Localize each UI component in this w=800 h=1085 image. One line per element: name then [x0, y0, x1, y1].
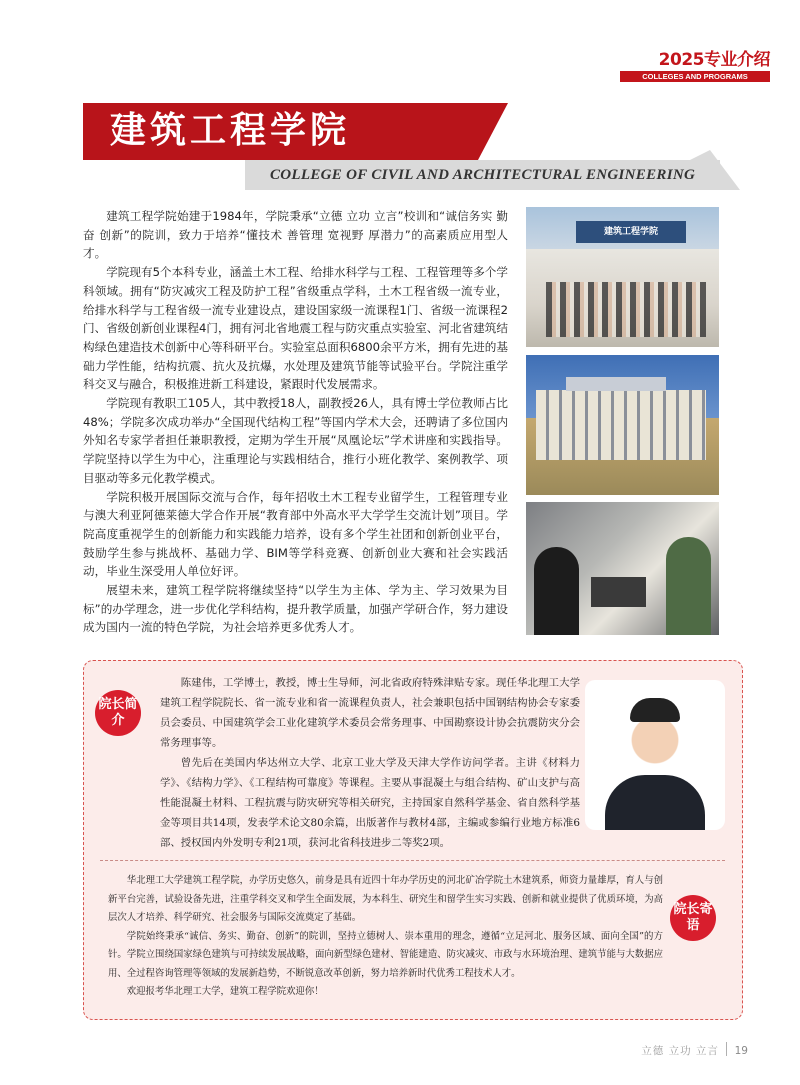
- college-description: [83, 207, 508, 637]
- dean-intro-badge: 院长简介: [95, 690, 141, 736]
- page-title: 建筑工程学院: [110, 110, 351, 151]
- page-number: 19: [734, 1045, 748, 1057]
- building-sign: 建筑工程学院: [576, 221, 686, 243]
- paragraph: 学院积极开展国际交流与合作，每年招收土木工程专业留学生，工程管理专业与澳大利亚阿德莱德大学合作开展“教育部中外高水平大学学生交流计划”项目。学院高度重视学生的创新能力和实践能力培养，设有多个学生社团和创新创业平台，鼓励学生参与挑战杯、基础力学、BIM等学科竞赛、创新创业大赛和社会实践活动，毕业生深受用人单位好评。: [83, 489, 508, 579]
- paragraph: 陈建伟，工学博士，教授，博士生导师，河北省政府特殊津贴专家。现任华北理工大学建筑工程学院院长、省一流专业和省一流课程负责人，社会兼职包括中国钢结构协会专家委员会委员、中国建筑学会工业化建筑学术委员会常务理事、中国勘察设计协会抗震防灾分会常务理事等。: [160, 677, 580, 749]
- brand-header: [620, 50, 770, 82]
- paragraph: 建筑工程学院始建于1984年，学院秉承“立德 立功 立言”校训和“诚信务实 勤奋 创新”的院训，致力于培养“懂技术 善管理 宽视野 厚潜力”的高素质应用型人才。: [83, 209, 508, 261]
- brand-title: 2025专业介绍: [658, 50, 770, 70]
- dean-message: [108, 872, 663, 1002]
- paragraph: 华北理工大学建筑工程学院，办学历史悠久，前身是具有近四十年办学历史的河北矿冶学院土木建筑系，师资力量雄厚，育人与创新平台完善，试验设备先进，注重学科交叉和学生全面发展，为本科生、研究生和留学生实习实践、创新和就业提供了优质环境，为高层次人才培养、科学研究、社会服务与国际交流奠定了基础。: [108, 875, 663, 923]
- page-footer: [641, 1042, 748, 1058]
- photo-person-right: [666, 537, 711, 635]
- portrait-hair: [630, 698, 680, 722]
- paragraph: 学院现有5个本科专业，涵盖土木工程、给排水科学与工程、工程管理等多个学科领域。拥有“防灾减灾工程及防护工程”省级重点学科，土木工程省级一流专业，给排水科学与工程省级一流专业建设点，建设国家级一流课程1门、省级一流课程2门、省级创新创业课程4门，拥有河北省地震工程与防灾重点实验室、河北省建筑结构绿色建造技术创新中心等科研平台。实验室总面积6800余平方米，拥有先进的基础力学性能，结构抗震、抗火及抗爆，水处理及建筑节能等试验平台。学院注重学科交叉与融合，积极推进新工科建设，紧跟时代发展需求。: [83, 265, 508, 392]
- photo-lab-experiment: [526, 502, 719, 635]
- photo-person-left: [534, 547, 579, 635]
- dean-portrait: [585, 680, 725, 830]
- dean-divider: [100, 860, 725, 861]
- photo-building-exterior: [526, 355, 719, 495]
- paragraph: 欢迎报考华北理工大学，建筑工程学院欢迎你！: [126, 986, 324, 997]
- portrait-suit: [605, 775, 705, 830]
- title-banner-grey-tail: [690, 150, 740, 190]
- paragraph: 学院现有教职工105人，其中教授18人，副教授26人，具有博士学位教师占比48%；学院多次成功举办“全国现代结构工程”等国内学术大会，还聘请了多位国内外知名专家学者担任兼职教授，定期为学生开展“凤凰论坛”学术讲座和实践指导。学院坚持以学生为中心，注重理论与实践相结合，推行小班化教学、案例教学、项目驱动等多元化教学模式。: [83, 396, 508, 485]
- photo-building-sign: [566, 377, 666, 391]
- brand-subtitle: COLLEGES AND PROGRAMS: [620, 71, 770, 82]
- dean-introduction: [160, 673, 580, 853]
- photo-laptop: [591, 577, 646, 607]
- footer-motto: 立德 立功 立言: [641, 1045, 719, 1057]
- dean-message-badge: 院长寄语: [670, 895, 716, 941]
- paragraph: 学院始终秉承“诚信、务实、勤奋、创新”的院训，坚持立德树人、崇本重用的理念，遵循“立足河北、服务区域、面向全国”的方针。学院立围绕国家绿色建筑与可持续发展战略，面向新型绿色建材、智能建造、防灾减灾、市政与水环境治理、建筑节能与大数据应用、全过程咨询管理等领域的发展新趋势，不断锐意改革创新，努力培养新时代优秀工程技术人才。: [108, 930, 663, 979]
- photo-building: [536, 390, 706, 460]
- photo-students-at-building: [526, 207, 719, 347]
- page-title-english: COLLEGE OF CIVIL AND ARCHITECTURAL ENGINEERING: [270, 167, 696, 183]
- footer-separator: [726, 1042, 727, 1056]
- photo-crowd: [546, 282, 706, 337]
- paragraph: 展望未来，建筑工程学院将继续坚持“以学生为主体、学为主、学习效果为目标”的办学理念，进一步优化学科结构，提升教学质量，加强产学研合作，努力建设成为国内一流的特色学院，为社会培养更多优秀人才。: [83, 583, 508, 635]
- paragraph: 曾先后在美国内华达州立大学、北京工业大学及天津大学作访问学者。主讲《材料力学》、《结构力学》、《工程结构可靠度》等课程。主要从事混凝土与组合结构、矿山支护与高性能混凝土材料、工程抗震与防灾研究等相关研究，主持国家自然科学基金、省自然科学基金等项目共14项，发表学术论文80余篇，出版著作与教材4部，主编或参编行业地方标准6部、授权国内外发明专利21项，获河北省科技进步二等奖2项。: [160, 757, 580, 849]
